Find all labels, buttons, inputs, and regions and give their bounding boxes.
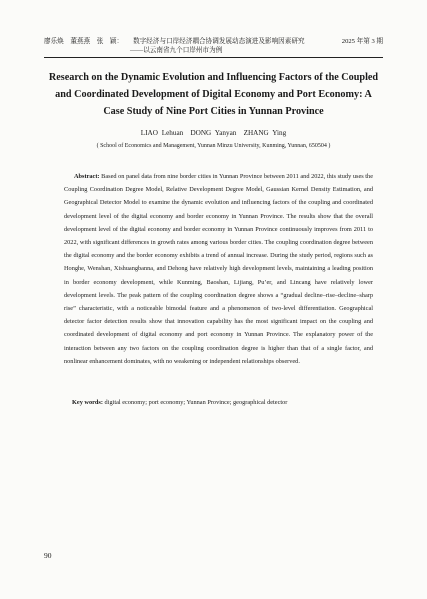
running-header [44,38,383,55]
running-header-left [44,38,305,55]
keywords [72,398,373,408]
header-running-subtitle: ——以云南省九个口岸州市为例 [130,46,223,54]
article-title: Research on the Dynamic Evolution and Influencing Factors of the Coupled and Coordinated Development of Digital Economy and Port Economy: A Case Study of Nine Port Cities in Yunnan Province [48,72,379,117]
header-authors: 廖乐焕 董燕燕 张 颖： [44,38,124,45]
header-running-title: 数字经济与口岸经济耦合协调发展动态演进及影响因素研究 [133,38,305,45]
abstract-text: Based on panel data from nine border cities in Yunnan Province between 2011 and 2022, this study uses the Coupling Coordination Degree Model, Relative Development Degree Model, Gaussian Kernel Density Estimation, and Geographical Detector Model to examine the dynamic evolution and influencing factors of the coupling and coordinated development level of the digital economy and border economy in Yunnan Province. The results show that the overall development level of the digital economy and border economy in Yunnan Province continuously improves from 2011 to 2022, with significant differences in growth rates among various border cities. The coupling coordination degree between the digital economy and the border economy exhibits a trend of annual increase. During the study period, regions such as Honghe, Wenshan, Xishuangbanna, and Dehong have relatively high development levels, maintaining a leading position in border economy development, while Kunming, Baoshan, Lijiang, Pu’er, and Lincang have relatively lower development levels. The peak pattern of the coupling coordination degree shows a “gradual decline–rise–decline–sharp rise” characteristic, with a noticeable bimodal feature and a phenomenon of two-level differentiation. Geographical detector factor detection results show that innovation capability has the most significant impact on the coupling and coordinated development of digital economy and port economy in Yunnan Province. The explanatory power of the interaction between any two factors on the coupling coordination degree is higher than that of a single factor, and nonlinear enhancement dominates, with no weakening or independent relationships observed. [64,173,373,365]
abstract-label: Abstract: [74,173,100,180]
article-authors: LIAO Lehuan DONG Yanyan ZHANG Ying [140,129,287,137]
header-rule [44,57,383,58]
header-issue: 2025 年第 3 期 [341,38,383,45]
keywords-label: Key words: [72,399,103,406]
page-number: 90 [44,551,52,560]
article-affiliation: ( School of Economics and Management, Yunnan Minzu University, Kunming, Yunnan, 650504 ) [96,143,331,149]
abstract [64,170,373,368]
keywords-text: digital economy; port economy; Yunnan Province; geographical detector [104,399,288,406]
